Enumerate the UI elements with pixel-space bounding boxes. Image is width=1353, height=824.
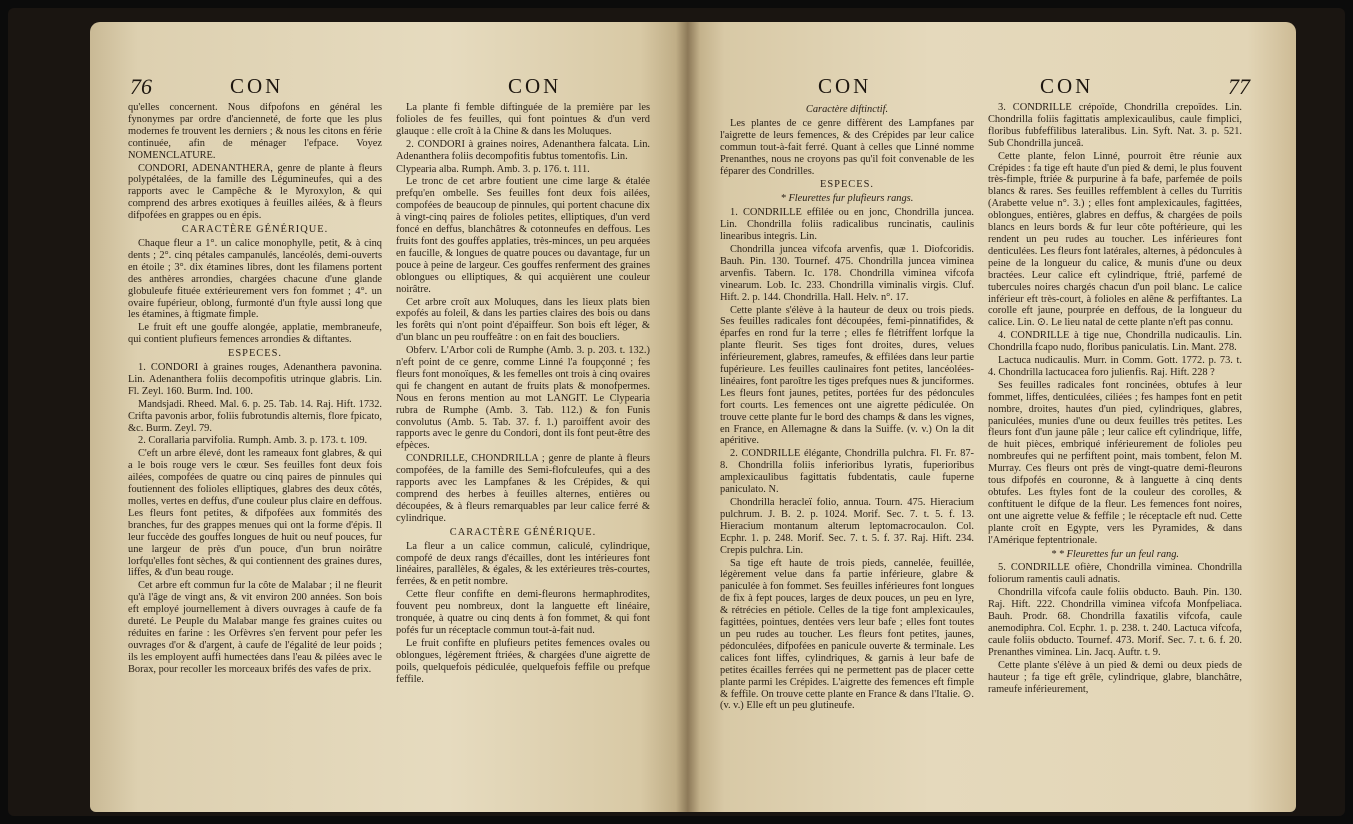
paragraph: C'eft un arbre élevé, dont les rameaux font glabres, & qui a le bois rouge vers le cœur. Ses feuilles font deux fois ailées, compofées de quatre ou cinq paires de pinnules qui foutiennent des folioles elliptiques, glabres des deux côtés, molles, vertes en deffus, d'une couleur plus claire en deffous. Les fleurs font petites, & difpofées aux fommités des branches, fur des grappes menues qui ont la forme d'épis. Il leur fuccède des gouffes longues de huit ou neuf pouces, fur une largeur de près d'un pouce, d'un brun noirâtre lorfqu'elles font sèches, & qui contiennent des graines dures, liffes, & d'un beau rouge. xyxy=(128,448,382,579)
paragraph: Chondrilla juncea vifcofa arvenfis, quæ 1. Diofcoridis. Bauh. Pin. 130. Tournef. 475. Chondrilla juncea viminea arvenfis. Tabern. Ic. 178. Chondrilla viminea vifcofa vinearum. Lob. Ic. 233. Chondrilla viminalis virgis. Cluf. Hift. 2. p. 144. Chondrilla. Hall. Helv. n°. 17. xyxy=(720,243,974,303)
subheading: * * Fleurettes fur un feul rang. xyxy=(1050,548,1180,560)
paragraph: Ses feuilles radicales font roncinées, obtufes à leur fommet, liffes, denticulées, ciliées ; fes hampes font en petit nombre, droites, hautes d'un pied, cylindriques, glabres, paniculées, munies d'une ou deux feuilles très petites. Les fleurs font d'un jaune pâle ; leur calice eft cylindrique, liffe, de huit pièces, embriqué inférieurement de folioles peu nombreufes qui ne perfiftent point, mais tombent, felon M. Murray. Ces fleurs ont près de vingt-quatre demi-fleurons tous difpofés en couronne, & à languette à cinq dents obtufes. Les ftyles font de la couleur des corolles, & conftituent le difque de la fleur. Les femences font noires, ont une aigrette velue & feffile ; le réceptacle eft nud. Cette plante croît en Egypte, vers les Pyramides, & dans l'Amérique feptentrionale. xyxy=(988,379,1242,546)
paragraph: Le fruit confifte en plufieurs petites femences ovales ou oblongues, légèrement ftriées, & chargées d'une aigrette de poils, quelquefois pédiculée, quelquefois feffile ou prefque feffile. xyxy=(396,637,650,685)
paragraph: CONDRILLE, CHONDRILLA ; genre de plante à fleurs compofées, de la famille des Semi-flofculeufes, qui a des rapports avec les Lampfanes & les Crépides, & qui comprend des herbes à feuilles alternes, entières ou découpées, & à fleurs remarquables par leur calice ferré & cylindrique. xyxy=(396,453,650,524)
right-column-2 xyxy=(988,102,1242,696)
paragraph: Obferv. L'Arbor coli de Rumphe (Amb. 3. p. 203. t. 132.) n'eft point de ce genre, comme Linné l'a foupçonné ; fes fleurs font monoïques, & les femelles ont trois à cinq ovaires qui fe changent en autant de fruits plats & monofpermes. Nous en ferons mention au mot LANGIT. Le Clypearia rubra de Rumphe (Amb. 3. Tab. 112.) & fon Funis convolutus (Amb. 5. Tab. 37. f. 1.) paroiffent avoir des rapports avec le genre du Condori, dont ils font peut-être des efpèces. xyxy=(396,345,650,452)
paragraph: 2. CONDRILLE élégante, Chondrilla pulchra. Fl. Fr. 87-8. Chondrilla foliis inferioribus lyratis, fuperioribus amplexicaulibus fagittatis fubdentatis, caule fuperne paniculato. N. xyxy=(720,448,974,496)
paragraph: 2. Corallaria parvifolia. Rumph. Amb. 3. p. 173. t. 109. xyxy=(138,435,368,447)
section-heading: ESPECES. xyxy=(228,348,282,360)
paragraph: 3. CONDRILLE crépoïde, Chondrilla crepoïdes. Lin. Chondrilla foliis fagittatis amplexicaulibus, caule fimplici, floribus fubfeffilibus lateralibus. Lin. Syft. Nat. 3. p. 521. Sub Chondrilla junceâ. xyxy=(988,102,1242,149)
paragraph: 4. CONDRILLE à tige nue, Chondrilla nudicaulis. Lin. Chondrilla fcapo nudo, floribus paniculatis. Lin. Mant. 278. xyxy=(988,330,1242,354)
paragraph: Le fruit eft une gouffe alongée, applatie, membraneufe, qui contient plufieurs femences arrondies & diftantes. xyxy=(128,322,382,346)
right-header-word-1: CON xyxy=(818,74,872,98)
paragraph: Cette plante s'élève à un pied & demi ou deux pieds de hauteur ; fa tige eft grêle, cylindrique, glabre, blanchâtre, rameufe inférieurement, xyxy=(988,659,1242,695)
left-page xyxy=(90,22,688,812)
left-header-word-1: CON xyxy=(230,74,284,98)
right-page-number: 77 xyxy=(1228,74,1250,99)
paragraph: Cette fleur confifte en demi-fleurons hermaphrodites, fouvent peu nombreux, dont la languette eft linéaire, tronquée, à quatre ou cinq dents à fon fommet, & qui font pofés fur un réceptacle commun tout-à-fait nud. xyxy=(396,589,650,636)
paragraph: Mandsjadi. Rheed. Mal. 6. p. 25. Tab. 14. Raj. Hift. 1732. Crifta pavonis arbor, foliis fubrotundis alternis, flore fpicato, &c. Burm. Zeyl. 79. xyxy=(128,398,382,434)
paragraph: Chondrilla vifcofa caule foliis obducto. Bauh. Pin. 130. Raj. Hift. 222. Chondrilla viminea vifcofa Monfpeliaca. Bauh. Prodr. 68. Chondrilla faxatilis vifcofa, caule anemodiphra. Col. Ecphr. 1. p. 238. t. 240. Lactuca vifcofa, caule foliis obducto. Tournef. 473. Morif. Sec. 7. t. 6. f. 20. Prenanthes viminea. Lin. Jacq. Auftr. t. 9. xyxy=(988,587,1242,658)
paragraph: CONDORI, ADENANTHERA, genre de plante à fleurs polypétalées, de la famille des Légumineufes, qui a des rapports avec le Campêche & le Myroxylon, & qui comprend des arbres exotiques à feuilles ailées, & à fleurs difpofées en grappes ou en épis. xyxy=(128,162,382,222)
paragraph: Cette plante s'élève à la hauteur de deux ou trois pieds. Ses feuilles radicales font découpées, femi-pinnatifides, & éparfes en rond fur la terre ; elles fe flétriffent lorfque la plante fleurit. Ses tiges font droites, dures, velues inférieurement, glabres, rameufes, & effilées dans leur partie fupérieure. Les feuilles caulinaires font petites, lancéolées-linéaires, font paroître les tiges prefques nues & junciformes. Les fleurs font jaunes, petites, portées fur des pédoncules fort courts. Les femences ont une aigrette pédiculée. On trouve cette plante fur le bord des champs & dans les vignes, en France, en Allemagne & dans la Suiffe. (v. v.) On la dit apéritive. xyxy=(720,304,974,447)
paragraph: Chaque fleur a 1°. un calice monophylle, petit, & à cinq dents ; 2°. cinq pétales campanulés, lancéolés, demi-ouverts en étoile ; 3°. dix étamines libres, dont les filamens portent des anthères arrondies, chargées chacune d'une glande globuleufe fituée extérieurement vers fon fommet ; 4°. un ovaire fupérieur, oblong, furmonté d'un ftyle aussi long que les étamines, à ftigmate fimple. xyxy=(128,237,382,321)
paragraph: 1. CONDRILLE effilée ou en jonc, Chondrilla juncea. Lin. Chondrilla foliis radicalibus runcinatis, caulinis linearibus integris. Lin. xyxy=(720,207,974,243)
paragraph: Clypearia alba. Rumph. Amb. 3. p. 176. t. 111. xyxy=(396,163,590,175)
left-column-2 xyxy=(396,102,650,687)
paragraph: 5. CONDRILLE ofière, Chondrilla viminea. Chondrilla foliorum ramentis cauli adnatis. xyxy=(988,562,1242,586)
right-running-header xyxy=(688,74,1296,104)
paragraph: Le tronc de cet arbre foutient une cime large & étalée prefqu'en ombelle. Ses feuilles font deux fois ailées, compofées de beaucoup de pinnules, qui portent chacune dix à vingt-cinq paires de folioles petites, elliptiques, d'un verd foncé en deffus, blanchâtres & cotonneufes en deffous. Les fruits font des gouffes applaties, très-minces, un peu arquées en faucille, & longues de quatre pouces ou davantage, fur un pouce à peine de largeur. Ces gouffes renferment des graines oblongues ou elliptiques, & qui acquièrent une couleur noirâtre. xyxy=(396,176,650,295)
paragraph: Sa tige eft haute de trois pieds, cannelée, feuillée, légèrement velue dans fa partie inférieure, glabre & paniculée à fon fommet. Ses feuilles inférieures font longues de fix à fept pouces, larges de deux pouces, un peu en lyre, & rétrécies en pétiole. Celles de la tige font amplexicaules, fagittées, pointues, dentées vers leur bafe ; elles font toutes un peu rudes au toucher. Les fleurs font petites, jaunes, pédonculées, difpofées en panicule ouverte & terminale. Les calices font liffes, cylindriques, & garnis à leur bafe de petites écailles ferrées qui ne permettent pas de placer cette plante parmi les Crépides. L'aigrette des femences eft fimple & feffile. On trouve cette plante en France & dans l'Italie. ⊙. (v. v.) Elle eft un peu glutineufe. xyxy=(720,557,974,712)
right-column-1 xyxy=(720,102,974,713)
paragraph: 1. CONDORI à graines rouges, Adenanthera pavonina. Lin. Adenanthera foliis decompofitis utrinque glabris. Lin. Fl. Zeyl. 160. Burm. Ind. 100. xyxy=(128,362,382,397)
section-heading: ESPECES. xyxy=(820,179,874,191)
paragraph: Cette plante, felon Linné, pourroit être réunie aux Crépides : fa tige eft haute d'un pied & demi, le plus fouvent très-fimple, ftriée & purpurine à fa bafe, parfemée de poils blancs & rares. Ses feuilles reffemblent à celles du Turritis (Arabette velue n°. 3.) ; elles font amplexicaules, fagittées, oblongues, entières, glabres en deffus, & chargées de poils blancs en leurs bords & fur leur côte poftérieure, qui les rendent un peu rudes au toucher. Les inférieures font denticulées. Les fleurs font latérales, alternes, à pédoncules à peine de la longueur du calice, & munis d'une ou deux bractées. Leur calice eft cylindrique, ftrié, parfemé de tubercules noires chargés chacun d'un poil blanc. Le calice inférieur eft très-court, à folioles en alêne & perfiftantes. La corolle eft jaune, pourprée en deffous, de la longueur du calice. Lin. ⊙. Le lieu natal de cette plante n'eft pas connu. xyxy=(988,150,1242,329)
subheading: * Fleurettes fur plufieurs rangs. xyxy=(780,193,914,205)
book-gutter xyxy=(676,22,700,812)
right-page xyxy=(688,22,1296,812)
paragraph: 2. CONDORI à graines noires, Adenanthera falcata. Lin. Adenanthera foliis decompofitis fubtus tomentofis. Lin. xyxy=(396,138,650,162)
paragraph: La plante fi femble diftinguée de la première par les folioles de fes feuilles, qui font pointues & d'un verd glauque : elle croît à la Chine & dans les Moluques. xyxy=(396,102,650,137)
left-page-number: 76 xyxy=(130,74,152,99)
section-heading: CARACTÈRE GÉNÉRIQUE. xyxy=(181,224,329,236)
paragraph: Cet arbre eft commun fur la côte de Malabar ; il ne fleurit qu'à l'âge de vingt ans, & vit environ 200 années. Son bois eft employé journellement à divers ouvrages à caufe de fa dureté. Le Peuple du Malabar mange fes graines cuites ou réduites en farine : les Orfèvres s'en fervent pour pefer les ouvrages d'or & d'argent, à caufe de l'égalité de leur poids ; ils les employent auffi humectées dans l'eau & pilées avec le Borax, pour recoller les morceaux brifés des vafes de prix. xyxy=(128,580,382,675)
paragraph: Les plantes de ce genre diffèrent des Lampfanes par l'aigrette de leurs femences, & des Crépides par leur calice commun tout-à-fait ferré. Quant à celles que Linné nomme Prenanthes, nous ne croyons pas qu'il foit convenable de les féparer des Condrilles. xyxy=(720,117,974,177)
left-running-header xyxy=(90,74,688,104)
right-header-word-2: CON xyxy=(1040,74,1094,98)
left-header-word-2: CON xyxy=(508,74,562,98)
book-spread xyxy=(8,8,1345,816)
paragraph: Cet arbre croît aux Moluques, dans les lieux plats bien expofés au foleil, & dans les parties claires des bois ou dans les forêts qui n'ont point d'épaiffeur. Son bois eft léger, & d'un blanc un peu rouffeâtre : on en fait des boucliers. xyxy=(396,296,650,344)
section-heading: CARACTÈRE GÉNÉRIQUE. xyxy=(449,526,597,538)
paragraph: qu'elles concernent. Nous difpofons en général les fynonymes par ordre d'ancienneté, de forte que les plus modernes fe trouvent les derniers ; & nous les citons en férie continuée, afin de ménager l'efpace. Voyez NOMENCLATURE. xyxy=(128,102,382,161)
left-column-1 xyxy=(128,102,382,677)
paragraph: Chondrilla heracleï folio, annua. Tourn. 475. Hieracium pulchrum. J. B. 2. p. 1024. Morif. Sec. 7. t. 5. f. 13. Hieracium montanum alterum leptomacrocaulon. Col. Ecphr. 1. p. 248. Morif. Sec. 7. t. 5. f. 37. Raj. Hift. 234. Crepis pulchra. Lin. xyxy=(720,497,974,556)
paragraph: La fleur a un calice commun, caliculé, cylindrique, compofé de deux rangs d'écailles, dont les intérieures font linéaires, parallèles, & égales, & les extérieures très-courtes, ferrées, & en petit nombre. xyxy=(396,540,650,588)
paragraph: Lactuca nudicaulis. Murr. in Comm. Gott. 1772. p. 73. t. 4. Chondrilla lactucacea foro julienfis. Raj. Hift. 228 ? xyxy=(988,355,1242,378)
subheading: Caractère diftinctif. xyxy=(805,104,889,115)
